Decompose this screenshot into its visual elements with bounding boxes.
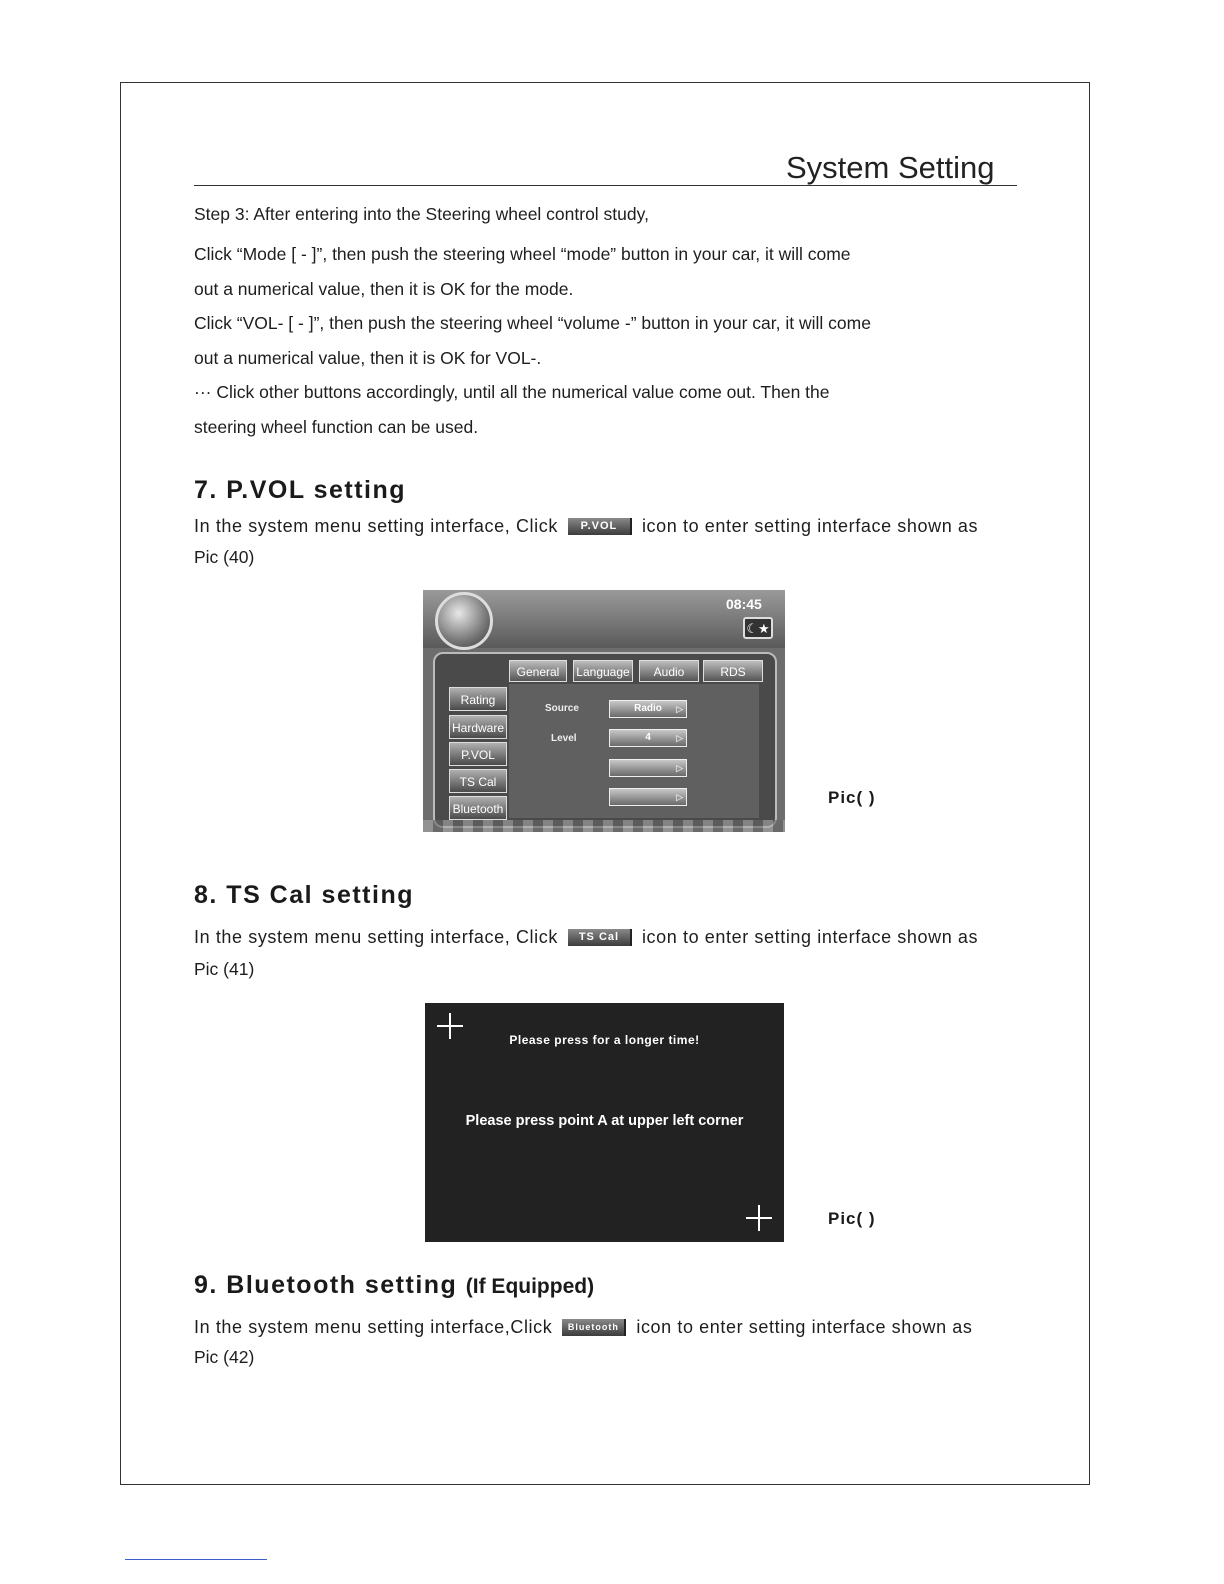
pvol-inline-icon: P.VOL — [568, 518, 632, 535]
tscal-instruction — [194, 927, 1017, 948]
footer-rule — [125, 1559, 267, 1560]
instruction-text: icon to enter setting interface shown as — [641, 516, 979, 536]
bluetooth-instruction — [194, 1317, 1017, 1338]
empty-select[interactable] — [609, 759, 687, 777]
pic-caption: Pic( ) — [828, 788, 876, 807]
sidebar-item-bluetooth[interactable]: Bluetooth — [449, 796, 507, 820]
chevron-right-icon: ▷ — [676, 763, 683, 773]
clock-display: 08:45 — [726, 596, 762, 612]
source-select[interactable] — [609, 700, 687, 718]
bluetooth-inline-icon: Bluetooth — [562, 1319, 626, 1336]
intro-line: Click “Mode [ - ]”, then push the steering wheel “mode” button in your car, it will come — [194, 244, 851, 264]
hold-instruction: Please press for a longer time! — [509, 1033, 700, 1047]
sidebar-item-rating[interactable]: Rating — [449, 687, 507, 711]
source-value: Radio — [634, 703, 662, 714]
section-title-pvol: 7. P.VOL setting — [194, 476, 407, 504]
section-title-suffix: (If Equipped) — [465, 1275, 595, 1298]
intro-line: out a numerical value, then it is OK for the mode. — [194, 279, 574, 299]
pvol-instruction — [194, 516, 1017, 537]
intro-line: Step 3: After entering into the Steering wheel control study, — [194, 204, 649, 224]
instruction-text: In the system menu setting interface, Click — [194, 516, 558, 536]
section-title-text: 9. Bluetooth setting — [194, 1271, 458, 1299]
chevron-right-icon: ▷ — [676, 733, 683, 743]
section-title-bluetooth — [194, 1271, 594, 1300]
chevron-right-icon: ▷ — [676, 704, 683, 714]
tab-general[interactable]: General — [509, 660, 567, 682]
intro-line: Click “VOL- [ - ]”, then push the steering wheel “volume -” button in your car, it will come — [194, 313, 871, 333]
instruction-text: In the system menu setting interface, Click — [194, 927, 558, 947]
decorative-floor — [423, 820, 785, 832]
intro-line: out a numerical value, then it is OK for VOL-. — [194, 348, 542, 368]
intro-line: ··· Click other buttons accordingly, until all the numerical value come out. Then the — [194, 382, 830, 402]
page-title: System Setting — [786, 150, 995, 185]
tab-audio[interactable]: Audio — [639, 660, 699, 682]
pic-reference: Pic (40) — [194, 547, 255, 567]
instruction-text: icon to enter setting interface shown as — [641, 927, 979, 947]
level-select[interactable] — [609, 729, 687, 747]
empty-select[interactable] — [609, 788, 687, 806]
level-label: Level — [551, 733, 577, 744]
crosshair-icon[interactable] — [746, 1205, 772, 1231]
chevron-right-icon: ▷ — [676, 792, 683, 802]
sidebar-item-tscal[interactable]: TS Cal — [449, 769, 507, 793]
pvol-screen — [423, 590, 785, 832]
instruction-text: In the system menu setting interface,Click — [194, 1317, 553, 1337]
tab-language[interactable]: Language — [573, 660, 633, 682]
section-title-tscal: 8. TS Cal setting — [194, 881, 414, 909]
level-value: 4 — [645, 732, 651, 743]
calibration-instruction: Please press point A at upper left corner — [465, 1113, 744, 1129]
pic-reference: Pic (41) — [194, 959, 255, 979]
header-rule — [194, 185, 1017, 186]
tscal-screen — [425, 1003, 784, 1242]
home-knob-button[interactable] — [435, 592, 493, 650]
pic-reference: Pic (42) — [194, 1347, 255, 1367]
sidebar-item-pvol[interactable]: P.VOL — [449, 742, 507, 766]
tab-rds[interactable]: RDS — [703, 660, 763, 682]
sidebar-item-hardware[interactable]: Hardware — [449, 715, 507, 739]
instruction-text: icon to enter setting interface shown as — [636, 1317, 973, 1337]
source-label: Source — [545, 703, 579, 714]
pic-caption: Pic( ) — [828, 1209, 876, 1228]
intro-line: steering wheel function can be used. — [194, 417, 479, 437]
night-mode-icon[interactable]: ☾★ — [743, 617, 773, 639]
tscal-inline-icon: TS Cal — [568, 929, 632, 946]
